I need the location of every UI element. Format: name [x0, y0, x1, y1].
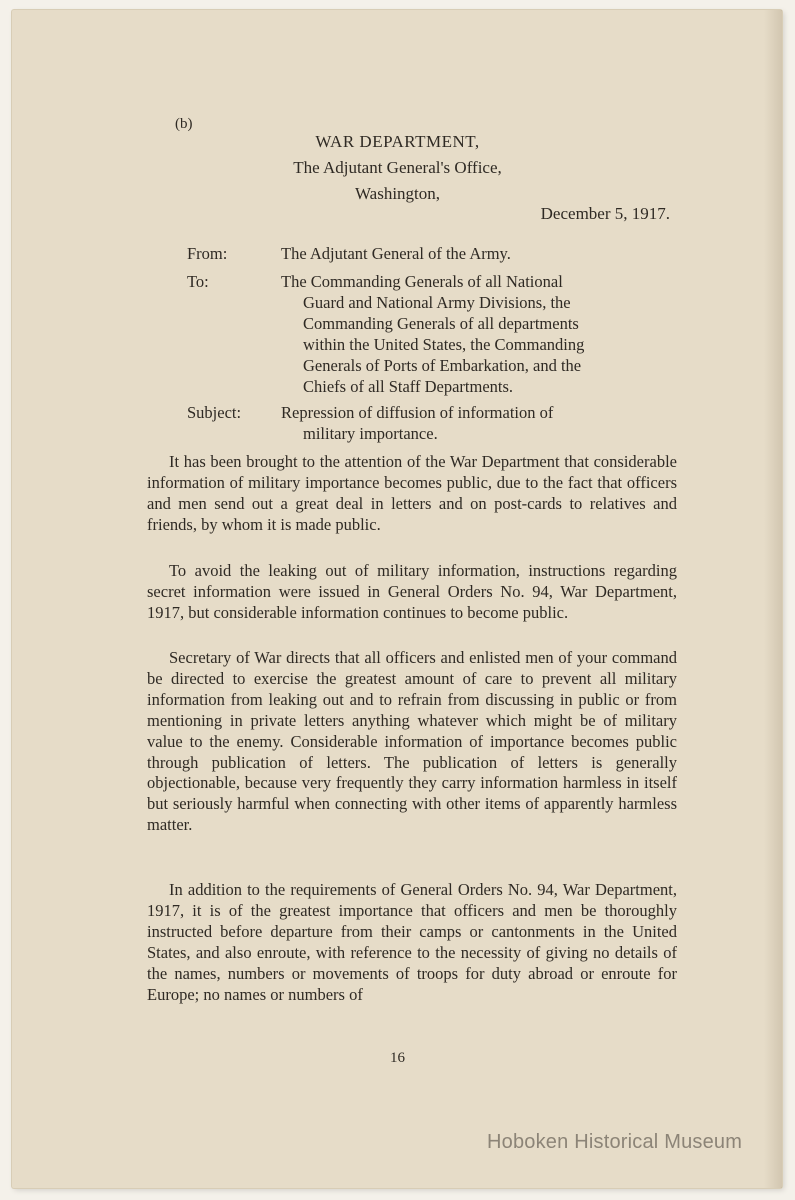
to-line: within the United States, the Commanding [303, 335, 585, 354]
subject-label: Subject: [187, 403, 242, 422]
heading-city: Washington, [354, 184, 441, 203]
subject-line: Repression of diffusion of information of [281, 403, 554, 422]
to-value [281, 271, 647, 397]
section-label: (b) [175, 116, 193, 132]
heading-office: The Adjutant General's Office, [293, 158, 502, 177]
subject-line: military importance. [303, 424, 438, 443]
paragraph: It has been brought to the attention of the War Department that considerable information of military importance becomes public, due to the fact that officers and men send out a great deal in letters and on post-cards to relatives and friends, by whom it is made public. [147, 452, 677, 534]
to-line: Guard and National Army Divisions, the [303, 293, 571, 312]
to-label: To: [187, 272, 209, 291]
to-line: The Commanding Generals of all National [281, 272, 563, 291]
to-line: Generals of Ports of Embarkation, and the [303, 356, 582, 375]
from-value: The Adjutant General of the Army. [281, 244, 511, 263]
watermark: Hoboken Historical Museum [487, 1131, 743, 1153]
page-number: 16 [390, 1050, 405, 1066]
document-date: December 5, 1917. [540, 204, 670, 223]
paragraph: Secretary of War directs that all officers and enlisted men of your command be directed to exercise the greatest amount of care to prevent all military information from leaking out and to refrain from discussing in public or from mentioning in private letters anything whatever which might be of military value to the enemy. Considerable information of importance becomes public through publication of letters. The publication of letters is generally objectionable, because very frequently they carry information harmless in itself but seriously harmful when connecting with other items of apparently harmless matter. [147, 648, 677, 835]
from-label: From: [187, 244, 228, 263]
to-line: Chiefs of all Staff Departments. [303, 377, 514, 396]
to-line: Commanding Generals of all departments [303, 314, 579, 333]
subject-value [281, 402, 647, 444]
paragraph: In addition to the requirements of General Orders No. 94, War Department, 1917, it is of the greatest importance that officers and men be thoroughly instructed before departure from their camps or cantonments in the United States, and also enroute, with reference to the necessity of giving no details of the names, numbers or movements of troops for duty abroad or enroute for Europe; no names or numbers of [147, 880, 677, 1004]
paragraph: To avoid the leaking out of military information, instructions regarding secret information were issued in General Orders No. 94, War Department, 1917, but considerable information continues to become public. [147, 561, 677, 622]
heading-department: WAR DEPARTMENT, [315, 132, 480, 151]
